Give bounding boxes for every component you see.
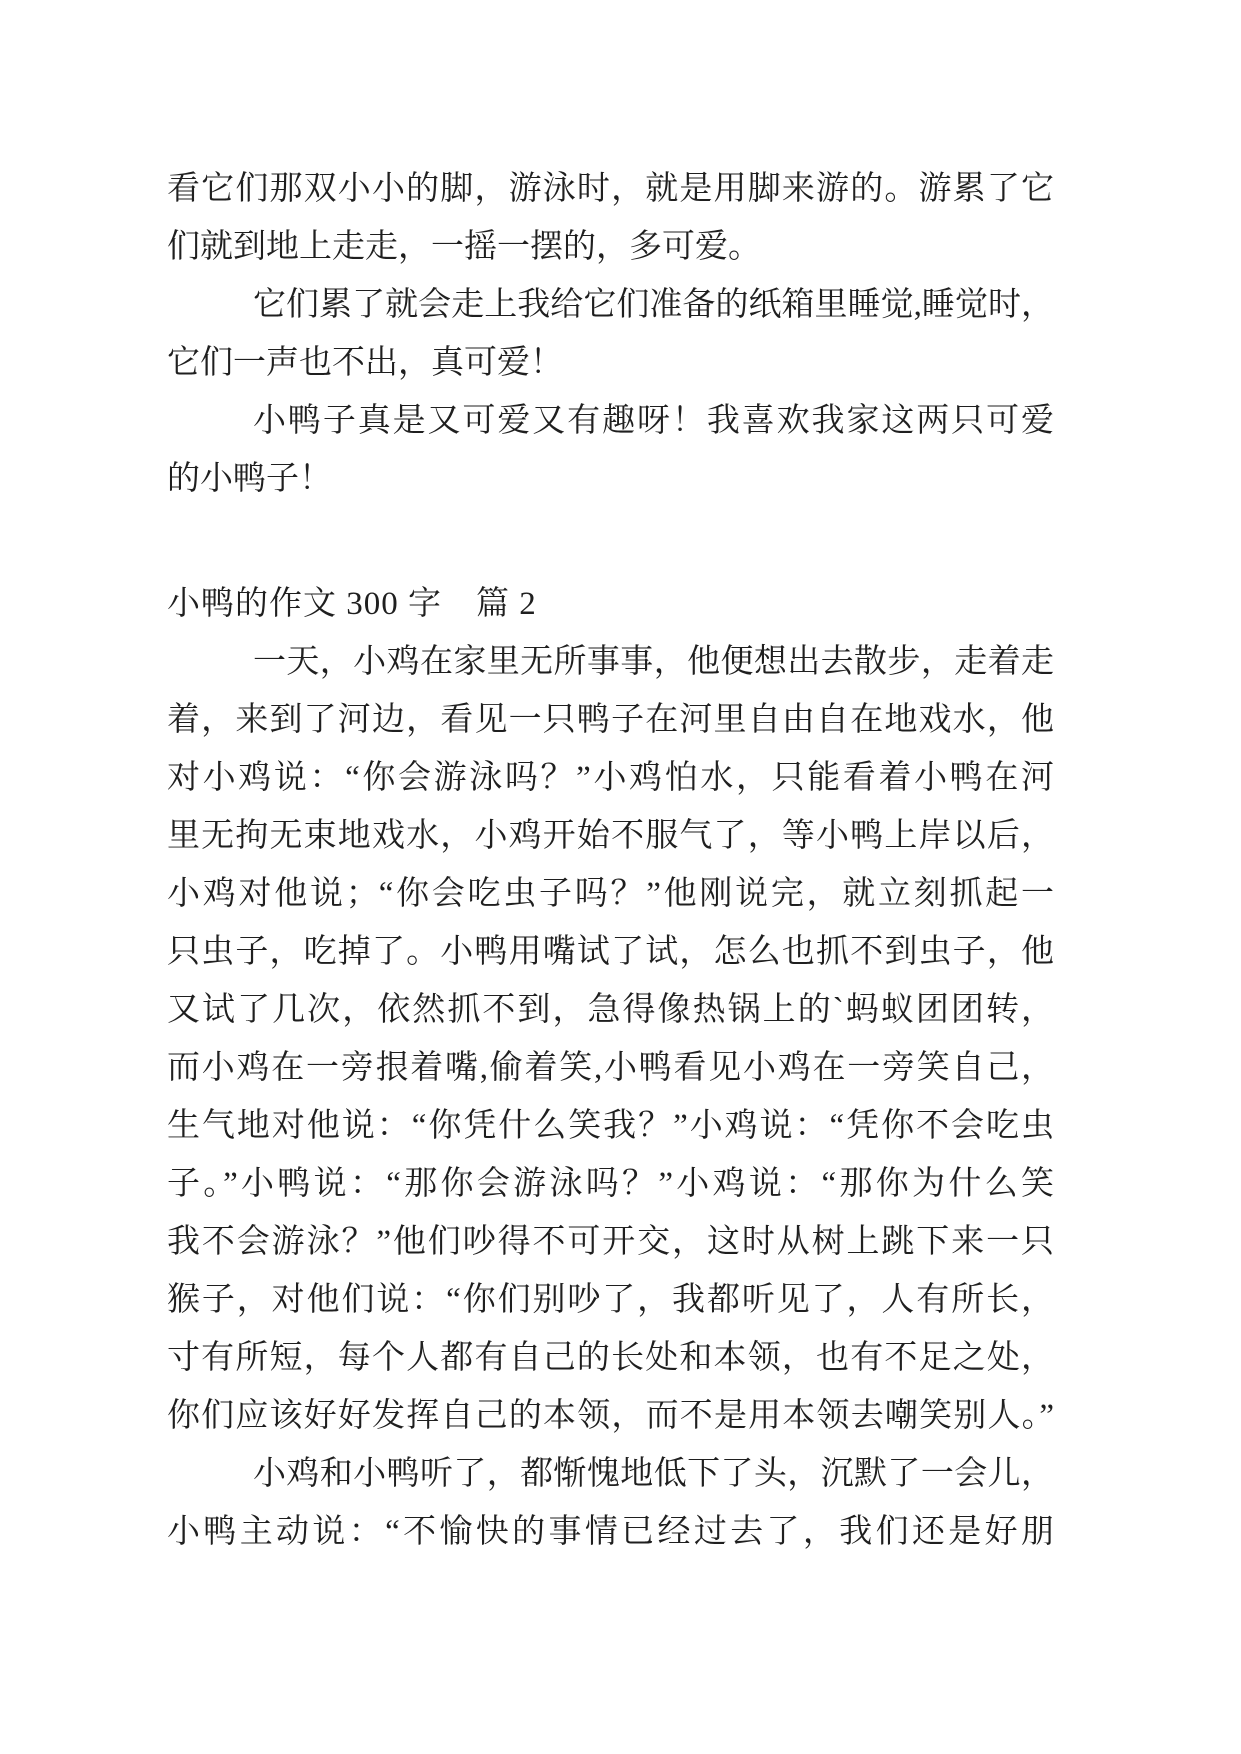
document-content — [167, 160, 1054, 1561]
text-line: 只虫子，吃掉了。小鸭用嘴试了试，怎么也抓不到虫子，他 — [167, 934, 1054, 970]
text-line: 的小鸭子！ — [167, 461, 332, 497]
text-line: 对小鸡说：“你会游泳吗？”小鸡怕水，只能看着小鸭在河 — [167, 760, 1054, 796]
text-line: 又试了几次，依然抓不到，急得像热锅上的`蚂蚁团团转， — [167, 992, 1054, 1028]
blank-line — [167, 508, 1054, 575]
section-heading: 小鸭的作文 300 字 篇 2 — [167, 586, 537, 622]
text-line: 生气地对他说：“你凭什么笑我？”小鸡说：“凭你不会吃虫 — [167, 1108, 1054, 1144]
text-line: 猴子，对他们说：“你们别吵了，我都听见了，人有所长， — [167, 1282, 1054, 1318]
text-line: 一天，小鸡在家里无所事事，他便想出去散步，走着走 — [253, 644, 1054, 680]
text-line: 小鸡对他说；“你会吃虫子吗？”他刚说完，就立刻抓起一 — [167, 876, 1054, 912]
text-line: 小鸭子真是又可爱又有趣呀！我喜欢我家这两只可爱 — [253, 403, 1054, 439]
text-line: 着，来到了河边，看见一只鸭子在河里自由自在地戏水，他 — [167, 702, 1054, 738]
text-line: 小鸭主动说：“不愉快的事情已经过去了，我们还是好朋 — [167, 1514, 1054, 1550]
text-line: 寸有所短，每个人都有自己的长处和本领，也有不足之处， — [167, 1340, 1054, 1376]
text-line: 它们一声也不出，真可爱！ — [167, 345, 563, 381]
text-line: 你们应该好好发挥自己的本领，而不是用本领去嘲笑别人。” — [167, 1398, 1054, 1434]
text-line: 小鸡和小鸭听了，都惭愧地低下了头，沉默了一会儿， — [253, 1456, 1054, 1492]
text-line: 们就到地上走走，一摇一摆的，多可爱。 — [167, 229, 761, 265]
text-line: 而小鸡在一旁拫着嘴,偷着笑,小鸭看见小鸡在一旁笑自己， — [167, 1050, 1054, 1086]
text-line: 它们累了就会走上我给它们准备的纸箱里睡觉,睡觉时， — [253, 287, 1054, 323]
text-line: 看它们那双小小的脚，游泳时，就是用脚来游的。游累了它 — [167, 171, 1054, 207]
text-line: 我不会游泳？”他们吵得不可开交，这时从树上跳下来一只 — [167, 1224, 1054, 1260]
text-line: 子。”小鸭说：“那你会游泳吗？”小鸡说：“那你为什么笑 — [167, 1166, 1054, 1202]
text-line: 里无拘无束地戏水，小鸡开始不服气了，等小鸭上岸以后， — [167, 818, 1054, 854]
